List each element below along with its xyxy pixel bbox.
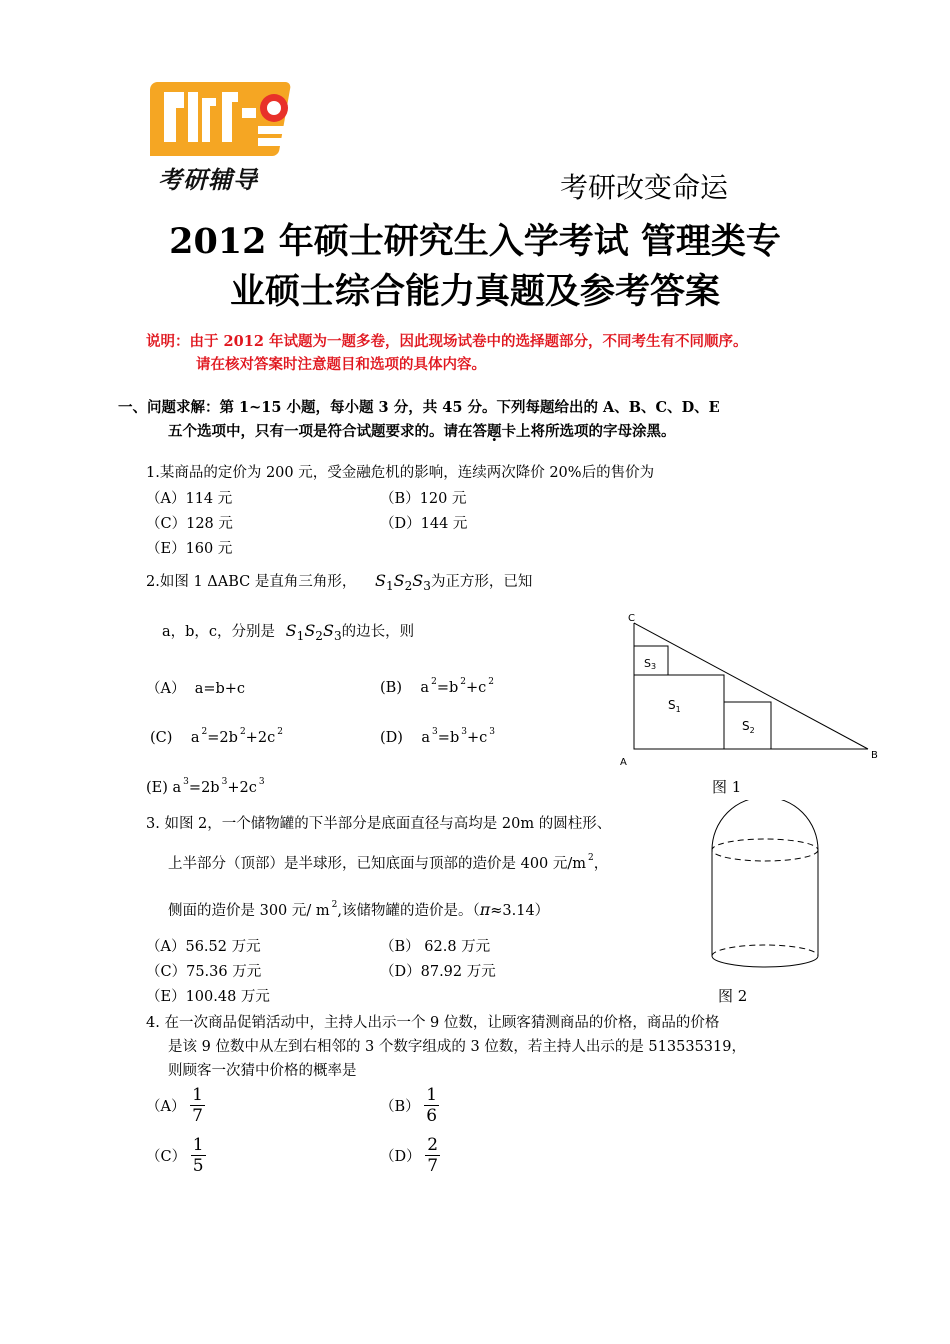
notice-line1: 说明：由于 2012 年试题为一题多卷，因此现场试卷中的选择题部分，不同考生有不同顺序。 xyxy=(146,333,748,350)
fig1-label-b: B xyxy=(871,750,878,761)
section-line2-c: 上将所选项的字母涂黑。 xyxy=(516,423,676,440)
notice-line2: 请在核对答案时注意题目和选项的具体内容。 xyxy=(196,356,486,373)
figure-1-label: 图 1 xyxy=(712,778,742,796)
q2-line2: a，b，c，分别是 $S_1S_2S_3$的边长，则 xyxy=(162,621,415,643)
q4-option-d: （D） $\frac{2}{7}$ xyxy=(380,1135,439,1176)
q3-option-a: （A）56.52 万元 xyxy=(146,939,261,955)
answer-sheet-emphasis: 答题卡 xyxy=(472,423,516,440)
section-line2-a: 五个选项中，只有一项是符合试题要求的。请在 xyxy=(168,423,473,440)
notice xyxy=(146,330,846,376)
q3-option-e: （E）100.48 万元 xyxy=(146,989,270,1005)
q1-option-c: （C）128 元 xyxy=(146,516,233,532)
q2-option-b: (B) a $^2$=b $^2$+c $^2$ xyxy=(380,677,495,696)
section-line2 xyxy=(118,420,838,444)
q3-option-b: （B） 62.8 万元 xyxy=(380,939,491,955)
section-line1: 一、问题求解：第 1~15 小题，每小题 3 分，共 45 分。下列每题给出的 A、B、C、D、E xyxy=(118,399,720,416)
figure-2-tank xyxy=(700,800,830,980)
fig1-label-s1: $S_1$ xyxy=(668,698,681,714)
logo-text: 考研辅导 xyxy=(158,166,258,194)
section-heading xyxy=(118,396,838,444)
q3-line2: 上半部分（顶部）是半球形，已知底面与顶部的造价是 400 元/m $^2$， xyxy=(168,853,609,872)
figure-2-label: 图 2 xyxy=(718,987,748,1005)
q2-option-a: （A） a=b+c xyxy=(146,681,246,697)
q2-option-d: (D) a $^3$=b $^3$+c $^3$ xyxy=(380,727,495,746)
fig1-label-c: C xyxy=(628,613,635,624)
q2-stem xyxy=(146,570,532,593)
fig1-label-a: A xyxy=(620,757,627,768)
q2-squares: $S_1S_2S_3$ xyxy=(374,571,431,593)
q3-option-c: （C）75.36 万元 xyxy=(146,964,262,980)
q3-line1: 3. 如图 2，一个储物罐的下半部分是底面直径与高均是 20m 的圆柱形、 xyxy=(146,816,612,832)
fig1-label-s2: $S_2$ xyxy=(742,719,755,735)
q2-option-c: (C) a $^2$=2b $^2$+2c $^2$ xyxy=(150,727,283,746)
q1-stem: 1.某商品的定价为 200 元，受金融危机的影响，连续两次降价 20%后的售价为 xyxy=(146,465,655,481)
q4-option-a: （A） $\frac{1}{7}$ xyxy=(146,1085,203,1126)
page-title-line2: 业硕士综合能力真题及参考答案 xyxy=(229,271,720,312)
q1-option-a: （A）114 元 xyxy=(146,491,233,507)
q2-option-e: (E) a $^3$=2b $^3$+2c $^3$ xyxy=(146,777,265,796)
slogan: 考研改变命运 xyxy=(560,171,729,204)
q3-line3: 侧面的造价是 300 元/ m $^2$,该储物罐的造价是。（π≈3.14） xyxy=(168,900,550,919)
q1-option-d: （D）144 元 xyxy=(380,516,468,532)
figure-1-triangle xyxy=(618,610,883,770)
q4-option-c: （C） $\frac{1}{5}$ xyxy=(146,1135,204,1176)
q2-stem-a: 2.如图 1 ΔABC 是直角三角形， xyxy=(146,574,357,590)
q1-option-b: （B）120 元 xyxy=(380,491,467,507)
q2-stem-b: 为正方形，已知 xyxy=(430,574,533,590)
q1-option-e: （E）160 元 xyxy=(146,541,233,557)
q4-option-b: （B） $\frac{1}{6}$ xyxy=(380,1085,438,1126)
q4-line1: 4. 在一次商品促销活动中，主持人出示一个 9 位数，让顾客猜测商品的价格，商品的价格 xyxy=(146,1015,720,1031)
page-title-line1: 2012 年硕士研究生入学考试 管理类专 xyxy=(169,221,781,262)
q4-line3: 则顾客一次猜中价格的概率是 xyxy=(168,1063,357,1079)
q4-line2: 是该 9 位数中从左到右相邻的 3 个数字组成的 3 位数，若主持人出示的是 513535319， xyxy=(168,1039,746,1055)
q3-option-d: （D）87.92 万元 xyxy=(380,964,496,980)
fig1-label-s3: S3 xyxy=(644,657,657,671)
